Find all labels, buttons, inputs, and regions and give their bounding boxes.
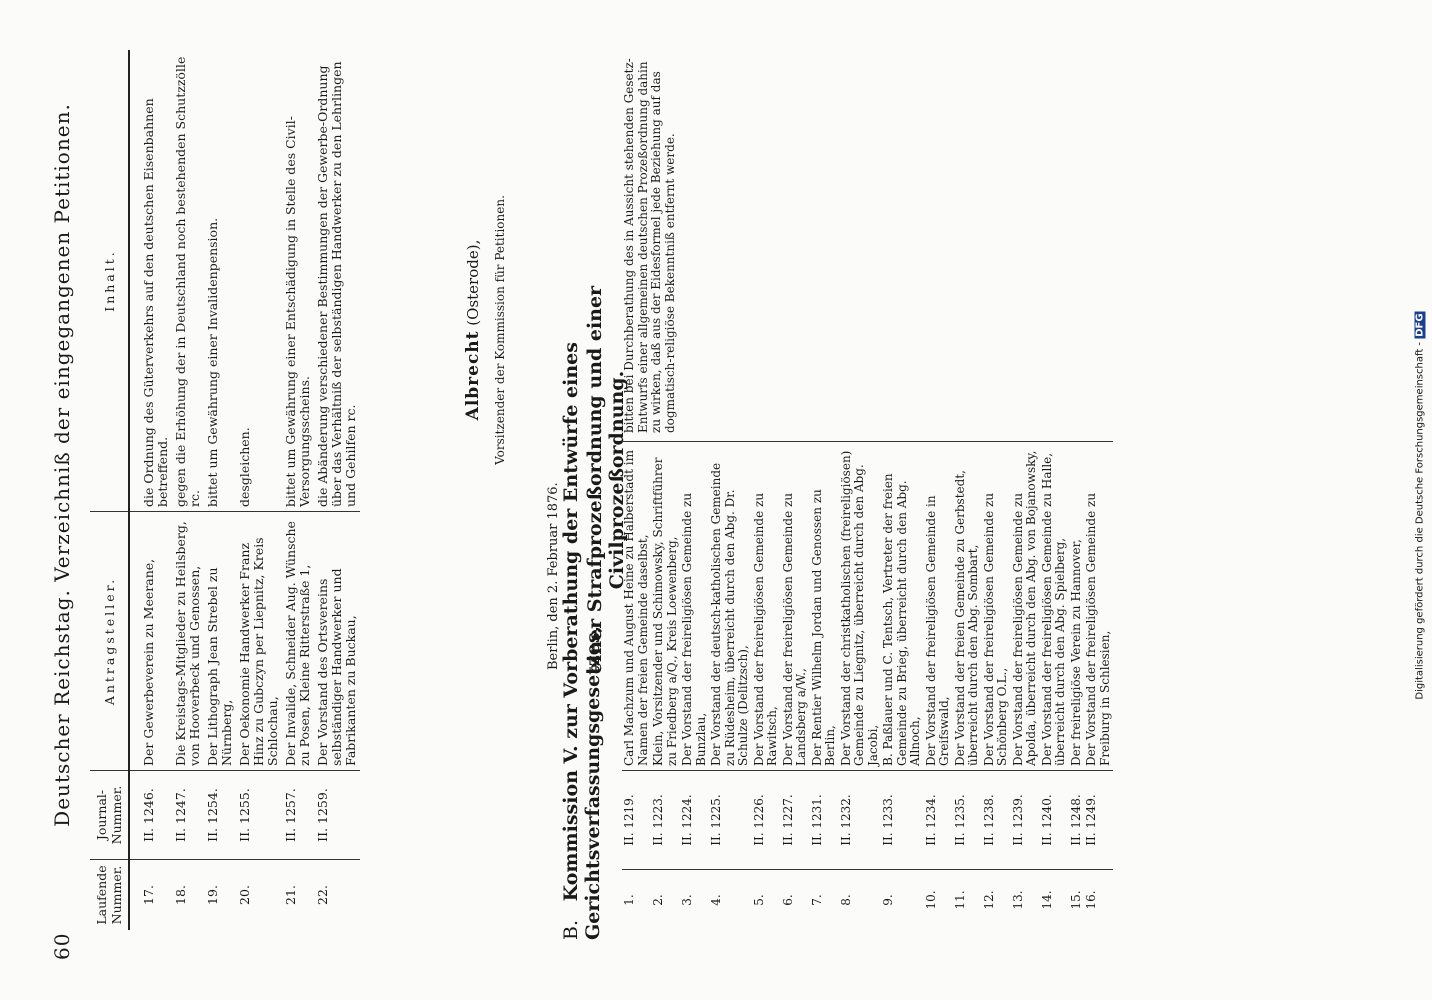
row-nr: 14. bbox=[1039, 890, 1054, 910]
row-antragsteller: Der Vorstand der freireligiösen Gemeinde zu Freiburg in Schlesien, bbox=[1084, 442, 1113, 771]
row-journal: II. 1231. bbox=[810, 771, 839, 870]
signature-name: Albrecht bbox=[463, 330, 483, 421]
digitization-footer bbox=[1415, 116, 1426, 896]
col-header-nr: Laufende Nummer. bbox=[90, 860, 129, 931]
row-nr: 9. bbox=[881, 894, 895, 906]
petitions-table bbox=[90, 50, 360, 930]
row-antragsteller: Der Vorstand der deutsch-katholischen Gemeinde zu Rüdesheim, überreicht durch den Abg. Dr. Schulze (Delitzsch), bbox=[709, 442, 752, 771]
table-row bbox=[622, 40, 651, 930]
row-journal: II. 1225. bbox=[709, 771, 752, 870]
signature bbox=[463, 100, 483, 560]
row-antragsteller: Der freireligiöse Verein zu Hannover, bbox=[1069, 442, 1085, 771]
section-b-label: B. bbox=[560, 919, 582, 940]
row-antragsteller: Der Vorstand der freireligiösen Gemeinde zu Schönberg O.L., bbox=[982, 442, 1011, 771]
row-nr: 4. bbox=[709, 894, 723, 906]
row-antragsteller: Der Vorstand der christkatholischen (freireligiösen) Gemeinde zu Liegnitz, überreicht durch den Abg. Jacobi, bbox=[839, 442, 882, 771]
table-row bbox=[282, 50, 314, 930]
row-inhalt: die Abänderung verschiedener Bestimmungen der Gewerbe-Ordnung über das Verhältniß der selbständigen Handwerker zu den Lehrlingen und Gehilfen rc. bbox=[314, 50, 360, 512]
row-antragsteller: Der Vorstand der freireligiösen Gemeinde in Greifswald, bbox=[924, 442, 953, 771]
row-journal: II. 1255. bbox=[236, 771, 282, 860]
row-nr: 19. bbox=[205, 885, 220, 905]
row-antragsteller: Der Oekonomie Handwerker Franz Hinz zu Gubczyn per Liepnitz, Kreis Schlochau, bbox=[236, 512, 282, 771]
col-header-journal: Journal-Nummer. bbox=[90, 771, 129, 860]
row-inhalt: bittet um Gewährung einer Entschädigung in Stelle des Civil-Versorgungsscheins. bbox=[282, 50, 314, 512]
row-antragsteller: Der Invalide, Schneider Aug. Wünsche zu Posen, Kleine Ritterstraße 1, bbox=[282, 512, 314, 771]
dfg-logo: DFG bbox=[1414, 313, 1426, 337]
row-nr: 18. bbox=[173, 885, 188, 905]
row-journal: II. 1234. bbox=[924, 771, 953, 870]
row-journal: II. 1235. bbox=[953, 771, 982, 870]
row-nr: 17. bbox=[141, 885, 156, 905]
section-b-inhalt: bitten bei Durchberathung des in Aussicht stehenden Gesetz-Entwurfs einer allgemeinen deutschen Prozeßordnung dahin zu wirken, daß aus der Eidesformel jede Beziehung auf das dogmatisch-religiöse Bekenntniß entfernt werde. bbox=[622, 58, 677, 433]
signature-place: (Osterode), bbox=[464, 239, 482, 326]
row-journal: II. 1226. bbox=[752, 771, 781, 870]
row-journal: II. 1249. bbox=[1084, 771, 1113, 870]
row-antragsteller: Der Vorstand der freireligiösen Gemeinde zu Halle, überreicht durch den Abg. Spielberg, bbox=[1040, 442, 1069, 771]
page-number: 60 bbox=[50, 932, 74, 960]
table-row bbox=[172, 50, 204, 930]
table-header-row bbox=[90, 50, 129, 930]
row-antragsteller: Klein, Vorsitzender und Schimowsky, Schriftführer zu Friedberg a/Q., Kreis Loewenberg, bbox=[651, 442, 680, 771]
section-b-heading-line1: Kommission V. zur Vorberathung der Entwürfe eines Gerichtsverfassungsgesetzes, bbox=[560, 342, 604, 940]
row-nr: 12. bbox=[981, 890, 996, 910]
row-nr: 5. bbox=[751, 894, 766, 906]
row-journal: II. 1248. bbox=[1069, 771, 1085, 870]
table-row bbox=[314, 50, 360, 930]
date-line: Berlin, den 2. Februar 1876. bbox=[546, 482, 561, 670]
row-journal: II. 1219. bbox=[622, 771, 651, 870]
row-nr: 6. bbox=[780, 894, 795, 906]
row-journal: II. 1232. bbox=[839, 771, 882, 870]
row-antragsteller: Der Rentier Wilhelm Jordan und Genossen zu Berlin, bbox=[810, 442, 839, 771]
row-nr: 15. bbox=[1068, 890, 1083, 910]
row-inhalt: gegen die Erhöhung der in Deutschland noch bestehenden Schutzzölle rc. bbox=[172, 50, 204, 512]
row-antragsteller: B. Paßlauer und C. Tentsch, Vertreter der freien Gemeinde zu Brieg, überreicht durch den Abg. Allnoch, bbox=[881, 442, 924, 771]
signature-title: Vorsitzender der Kommission für Petitionen. bbox=[493, 195, 507, 465]
row-antragsteller: Der Vorstand der freireligiösen Gemeinde zu Landsberg a/W., bbox=[781, 442, 810, 771]
row-journal: II. 1224. bbox=[680, 771, 709, 870]
row-inhalt: desgleichen. bbox=[236, 50, 282, 512]
row-inhalt: bittet um Gewährung einer Invalidenpension. bbox=[204, 50, 236, 512]
row-inhalt: die Ordnung des Güterverkehrs auf den deutschen Eisenbahnen betreffend. bbox=[129, 50, 172, 512]
row-nr: 20. bbox=[237, 885, 252, 905]
row-antragsteller: Der Lithograph Jean Strebel zu Nürnberg, bbox=[204, 512, 236, 771]
page-title: Deutscher Reichstag. Verzeichniß der eingegangenen Petitionen. bbox=[50, 103, 74, 827]
row-nr: 10. bbox=[923, 890, 938, 910]
row-antragsteller: Carl Machzum und August Heine zu Halberstadt im Namen der freien Gemeinde daselbst, bbox=[622, 442, 651, 771]
row-antragsteller: Der Vorstand der freireligiösen Gemeinde zu Apolda, überreicht durch den Abg. von Bojanowsky, bbox=[1011, 442, 1040, 771]
row-journal: II. 1247. bbox=[172, 771, 204, 860]
table-row bbox=[129, 50, 172, 930]
row-journal: II. 1240. bbox=[1040, 771, 1069, 870]
row-antragsteller: Der Vorstand des Ortsvereins selbständiger Handwerker und Fabrikanten zu Buckau, bbox=[314, 512, 360, 771]
col-header-inhalt: Inhalt. bbox=[90, 50, 129, 512]
section-b-heading-line2: einer Strafprozeßordnung und einer Civilprozeßordnung. bbox=[584, 285, 628, 675]
row-nr: 13. bbox=[1010, 890, 1025, 910]
section-b-table bbox=[622, 40, 1113, 930]
row-nr: 8. bbox=[838, 894, 853, 906]
row-journal: II. 1257. bbox=[282, 771, 314, 860]
row-antragsteller: Der Vorstand der freireligiösen Gemeinde zu Rawitsch, bbox=[752, 442, 781, 771]
row-antragsteller: Der Gewerbeverein zu Meerane, bbox=[129, 512, 172, 771]
row-journal: II. 1227. bbox=[781, 771, 810, 870]
row-nr: 2. bbox=[651, 894, 665, 906]
row-antragsteller: Die Kreistags-Mitglieder zu Heilsberg, von Hooverbeck und Genossen, bbox=[172, 512, 204, 771]
row-journal: II. 1233. bbox=[881, 771, 924, 870]
col-header-antragsteller: Antragsteller. bbox=[90, 512, 129, 771]
row-journal: II. 1238. bbox=[982, 771, 1011, 870]
row-journal: II. 1239. bbox=[1011, 771, 1040, 870]
row-nr: 21. bbox=[283, 885, 298, 905]
table-row bbox=[236, 50, 282, 930]
row-nr: 1. bbox=[622, 894, 636, 906]
row-journal: II. 1254. bbox=[204, 771, 236, 860]
row-journal: II. 1259. bbox=[314, 771, 360, 860]
footer-text: Digitalisierung gefördert durch die Deutsche Forschungsgemeinschaft - bbox=[1414, 341, 1426, 700]
row-nr: 11. bbox=[952, 890, 967, 910]
row-nr: 3. bbox=[680, 894, 694, 906]
row-journal: II. 1246. bbox=[129, 771, 172, 860]
row-journal: II. 1223. bbox=[651, 771, 680, 870]
row-nr: 22. bbox=[315, 885, 330, 905]
row-nr: 16. bbox=[1084, 890, 1098, 910]
table-row bbox=[204, 50, 236, 930]
row-antragsteller: Der Vorstand der freien Gemeinde zu Gerbstedt, überreicht durch den Abg. Sombart, bbox=[953, 442, 982, 771]
row-nr: 7. bbox=[809, 894, 824, 906]
row-antragsteller: Der Vorstand der freireligiösen Gemeinde zu Bunzlau, bbox=[680, 442, 709, 771]
